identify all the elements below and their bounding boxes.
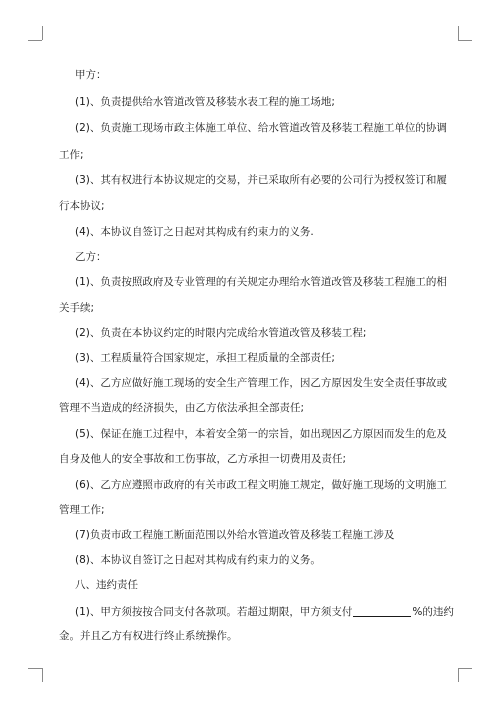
breach-item-1-text: (1)、甲方须按按合同支付各款项。若超过期限，甲方须支付 xyxy=(75,606,353,618)
party-b-item-5-cont: 自身及他人的安全事故和工伤事故，乙方承担一切费用及责任; xyxy=(59,453,347,465)
party-b-item-3: (3)、工程质量符合国家规定，承担工程质量的全部责任; xyxy=(75,352,335,364)
party-b-item-7: (7)负责市政工程施工断面范围以外给水管道改管及移装工程施工涉及 xyxy=(75,529,395,541)
party-a-heading: 甲方： xyxy=(75,69,107,81)
party-b-item-2: (2)、负责在本协议约定的时限内完成给水管道改管及移装工程; xyxy=(75,327,367,339)
party-b-item-5: (5)、保证在施工过程中，本着安全第一的宗旨，如出现因乙方原因而发生的危及 xyxy=(75,428,447,440)
party-a-item-2-cont: 工作; xyxy=(59,149,84,161)
breach-item-1-cont: 金。并且乙方有权进行终止系统操作。 xyxy=(59,630,238,642)
party-a-item-2: (2)、负责施工现场市政主体施工单位、给水管道改管及移装工程施工单位的协调 xyxy=(75,122,447,134)
party-a-item-1: (1)、负责提供给水管道改管及移装水表工程的施工场地; xyxy=(75,96,335,108)
penalty-rate-blank xyxy=(353,606,411,617)
party-b-item-4-cont: 管理不当造成的经济损失，由乙方依法承担全部责任; xyxy=(59,402,305,414)
party-b-item-4: (4)、乙方应做好施工现场的安全生产管理工作，因乙方原因发生安全责任事故或 xyxy=(75,377,447,389)
party-b-item-8: (8)、本协议自签订之日起对其构成有约束力的义务。 xyxy=(75,554,321,566)
party-b-item-1-cont: 关手续; xyxy=(59,302,95,314)
party-b-item-6: (6)、乙方应遵照市政府的有关市政工程文明施工规定，做好施工现场的文明施工 xyxy=(75,479,447,491)
party-a-item-3-cont: 行本协议; xyxy=(59,200,105,212)
party-b-heading: 乙方： xyxy=(75,251,107,263)
section-breach-heading: 八、违约责任 xyxy=(75,579,138,591)
breach-item-1-suffix: %的违约 xyxy=(412,606,454,618)
party-b-item-6-cont: 管理工作; xyxy=(59,504,105,516)
party-a-item-4: (4)、本协议自签订之日起对其构成有约束力的义务. xyxy=(75,226,314,238)
breach-item-1 xyxy=(75,606,454,617)
party-b-item-1: (1)、负责按照政府及专业管理的有关规定办理给水管道改管及移装工程施工的相 xyxy=(75,276,447,288)
party-a-item-3: (3)、其有权进行本协议规定的交易，并已采取所有必要的公司行为授权签订和履 xyxy=(75,174,447,186)
